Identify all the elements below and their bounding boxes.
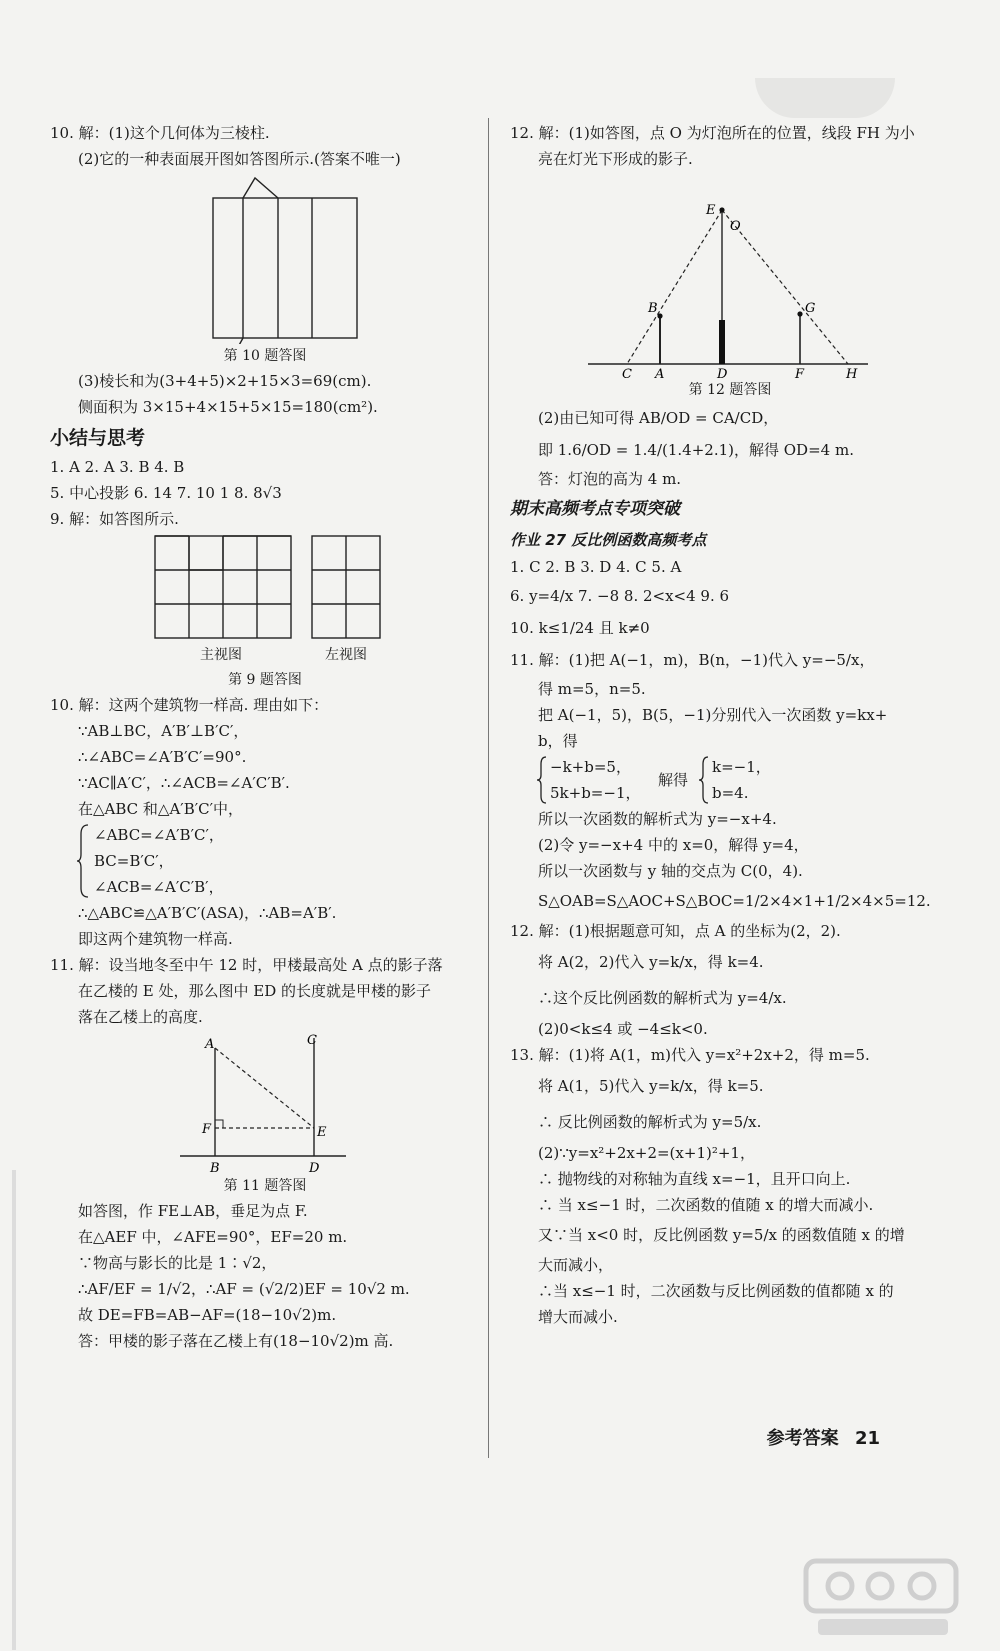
q11-end-2: ∵物高与影长的比是 1∶√2，	[78, 1254, 277, 1272]
q10-line3: (3)棱长和为(3+4+5)×2+15×3=69(cm).	[78, 372, 372, 390]
q11-line-0: 11. 解：设当地冬至中午 12 时，甲楼最高处 A 点的影子落	[50, 956, 443, 974]
right-column	[510, 120, 950, 1330]
footer-label: 参考答案	[766, 1428, 839, 1449]
q11-end-3: ∴AF/EF = 1/√2，∴AF = (√2/2)EF = 10√2 m.	[78, 1280, 410, 1298]
answers-row-1: 1. A 2. A 3. B 4. B	[50, 458, 185, 476]
brace-icon	[698, 756, 710, 804]
q10b-end-1: 即这两个建筑物一样高.	[78, 930, 233, 948]
q11-end-1: 在△AEF 中，∠AFE=90°，EF=20 m.	[78, 1228, 348, 1246]
q11-line-2: 落在乙楼上的高度.	[78, 1008, 203, 1026]
q11r-end-0: 所以一次函数的解析式为 y=−x+4.	[538, 810, 777, 828]
q13-line-3: (2)∵y=x²+2x+2=(x+1)²+1，	[538, 1144, 755, 1162]
q12-end-0: (2)由已知可得 AB/OD = CA/CD，	[538, 409, 779, 427]
q10b-system	[50, 822, 480, 900]
q11-line-1: 在乙楼的 E 处，那么图中 ED 的长度就是甲楼的影子	[78, 982, 432, 1000]
q11r-solve-word: 解得	[658, 771, 689, 789]
answers-row-3: 10. k≤1/24 且 k≠0	[510, 619, 650, 637]
label-A: A	[655, 367, 665, 378]
q12b-line-0: 12. 解：(1)根据题意可知，点 A 的坐标为(2，2).	[510, 922, 841, 940]
q12-end-1: 即 1.6/OD = 1.4/(1.4+2.1)，解得 OD=4 m.	[538, 441, 854, 459]
q11-caption: 第 11 题答图	[223, 1178, 307, 1194]
q10-line1: 10. 解：(1)这个几何体为三棱柱.	[50, 124, 270, 142]
q11-end-0: 如答图，作 FE⊥AB，垂足为点 F.	[78, 1202, 308, 1220]
label-B: B	[648, 301, 658, 316]
q10b-line-4: 在△ABC 和△A′B′C′中，	[78, 800, 244, 818]
q11-end-5: 答：甲楼的影子落在乙楼上有(18−10√2)m 高.	[78, 1332, 394, 1350]
q11r-line-3: b，得	[538, 732, 578, 750]
q10b-line-2: ∴∠ABC=∠A′B′C′=90°.	[78, 748, 247, 766]
q12b-line-3: (2)0<k≤4 或 −4≤k<0.	[538, 1020, 708, 1038]
q11r-line-2: 把 A(−1，5)，B(5，−1)分别代入一次函数 y=kx+	[538, 706, 888, 724]
section-title-summary: 小结与思考	[50, 427, 146, 449]
q13-line-9: 增大而减小.	[538, 1308, 618, 1326]
q11-figure	[50, 1030, 480, 1174]
q12-line-1: 亮在灯光下形成的影子.	[538, 150, 693, 168]
label-G: G	[805, 301, 816, 316]
label-O: O	[730, 219, 741, 234]
page-footer	[767, 1424, 880, 1450]
q10b-system-2: ∠ACB=∠A′C′B′，	[94, 878, 224, 896]
q11r-solve-b: b=4.	[712, 784, 749, 802]
label-D: D	[309, 1161, 320, 1174]
q12b-line-1: 将 A(2，2)代入 y=k/x，得 k=4.	[538, 953, 764, 971]
q10b-system-1: BC=B′C′，	[94, 852, 174, 870]
section-title-final: 期末高频考点专项突破	[510, 499, 680, 519]
label-E: E	[706, 203, 716, 218]
q10b-line-1: ∵AB⊥BC，A′B′⊥B′C′，	[78, 722, 249, 740]
q13-line-2: ∴ 反比例函数的解析式为 y=5/x.	[538, 1113, 762, 1131]
label-E: E	[317, 1125, 327, 1140]
q13-line-7: 大而减小，	[538, 1256, 614, 1274]
label-F: F	[202, 1122, 212, 1137]
q11r-end-3: S△OAB=S△AOC+S△BOC=1/2×4×1+1/2×4×5=12.	[538, 892, 931, 910]
label-F: F	[795, 367, 805, 378]
answers-row-2: 6. y=4/x 7. −8 8. 2<x<4 9. 6	[510, 587, 730, 605]
q10b-end-0: ∴△ABC≌△A′B′C′(ASA)，∴AB=A′B′.	[78, 904, 337, 922]
q9-figure	[50, 532, 480, 644]
q10-figure	[50, 172, 480, 344]
label-B: B	[210, 1161, 220, 1174]
brace-icon	[536, 756, 548, 804]
q12-end-2: 答：灯泡的高为 4 m.	[538, 470, 682, 488]
q10b-line-3: ∵AC∥A′C′，∴∠ACB=∠A′C′B′.	[78, 774, 290, 792]
q12-line-0: 12. 解：(1)如答图，点 O 为灯泡所在的位置，线段 FH 为小	[510, 124, 915, 142]
top-decoration	[755, 78, 895, 118]
label-A: A	[205, 1037, 215, 1052]
label-C: C	[307, 1033, 317, 1048]
q10b-line-0: 10. 解：这两个建筑物一样高. 理由如下：	[50, 696, 329, 714]
label-D: D	[717, 367, 728, 378]
q11r-end-2: 所以一次函数与 y 轴的交点为 C(0，4).	[538, 862, 803, 880]
q13-line-1: 将 A(1，5)代入 y=k/x，得 k=5.	[538, 1077, 764, 1095]
q11r-line-1: 得 m=5，n=5.	[538, 680, 646, 698]
q9-view-labels	[50, 644, 480, 668]
binding-edge	[12, 1170, 16, 1650]
q12-caption: 第 12 题答图	[688, 382, 772, 398]
side-view-label: 左视图	[325, 647, 367, 663]
q11r-system	[510, 754, 950, 806]
q11r-end-1: (2)令 y=−x+4 中的 x=0，解得 y=4，	[538, 836, 809, 854]
watermark-logo-icon	[800, 1555, 970, 1645]
q11-end-4: 故 DE=FB=AB−AF=(18−10√2)m.	[78, 1306, 337, 1324]
q10-line2: (2)它的一种表面展开图如答图所示.(答案不唯一)	[78, 150, 401, 168]
answers-row-1: 1. C 2. B 3. D 4. C 5. A	[510, 558, 682, 576]
q11r-system-1: 5k+b=−1，	[550, 784, 641, 802]
q9-line: 9. 解：如答图所示.	[50, 510, 179, 528]
label-C: C	[622, 367, 632, 378]
left-column	[50, 120, 480, 1354]
column-divider	[488, 118, 489, 1458]
front-view-label: 主视图	[200, 647, 242, 663]
q13-line-4: ∴ 抛物线的对称轴为直线 x=−1，且开口向上.	[538, 1170, 851, 1188]
q11r-solve-k: k=−1，	[712, 758, 771, 776]
q13-line-6: 又∵当 x<0 时，反比例函数 y=5/x 的函数值随 x 的增	[538, 1226, 905, 1244]
q9-caption: 第 9 题答图	[228, 672, 302, 688]
label-H: H	[846, 367, 858, 378]
answers-row-2: 5. 中心投影 6. 14 7. 10 1 8. 8√3	[50, 484, 282, 502]
q13-line-0: 13. 解：(1)将 A(1，m)代入 y=x²+2x+2，得 m=5.	[510, 1046, 870, 1064]
q11r-system-0: −k+b=5，	[550, 758, 631, 776]
q13-line-5: ∴ 当 x≤−1 时，二次函数的值随 x 的增大而减小.	[538, 1196, 874, 1214]
q12b-line-2: ∴这个反比例函数的解析式为 y=4/x.	[538, 989, 787, 1007]
brace-icon	[76, 824, 90, 898]
q10-line4: 侧面积为 3×15+4×15+5×15=180(cm²).	[78, 398, 378, 416]
q11r-line-0: 11. 解：(1)把 A(−1，m)，B(n，−1)代入 y=−5/x，	[510, 651, 875, 669]
q12-figure	[510, 172, 950, 378]
q13-line-8: ∴当 x≤−1 时，二次函数与反比例函数的值都随 x 的	[538, 1282, 894, 1300]
q10b-system-0: ∠ABC=∠A′B′C′，	[94, 826, 224, 844]
q10-caption: 第 10 题答图	[223, 348, 307, 364]
page-number: 21	[854, 1428, 880, 1449]
homework-title: 作业 27 反比例函数高频考点	[510, 531, 707, 549]
